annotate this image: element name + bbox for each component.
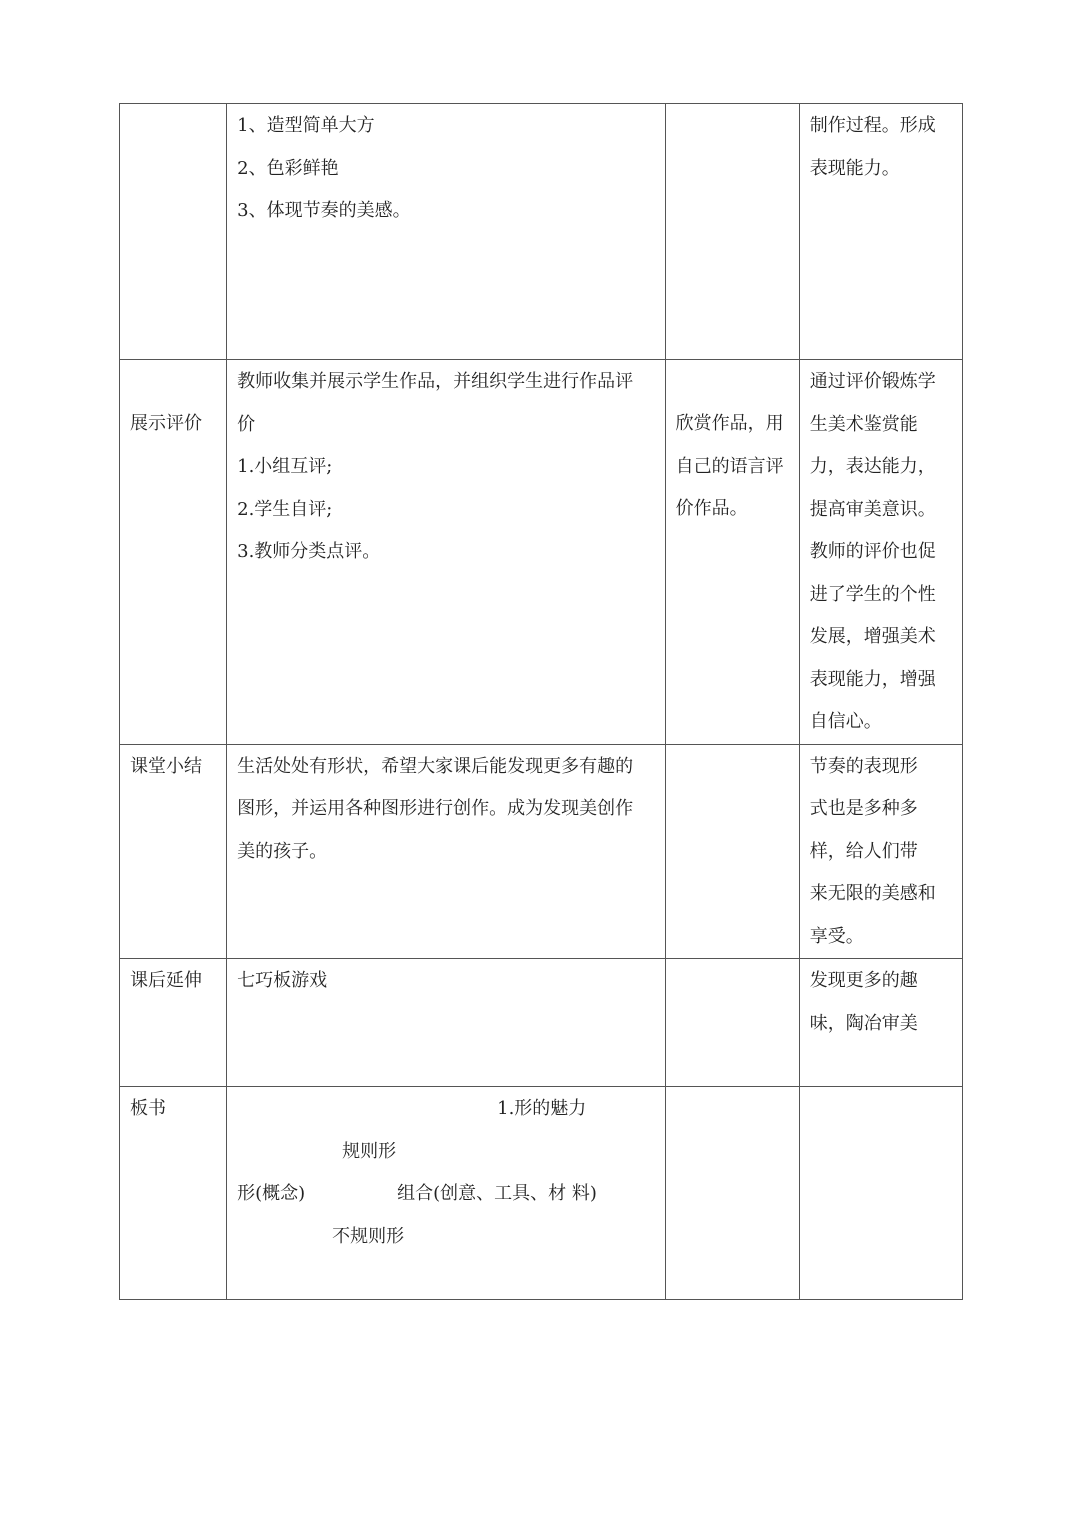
student-activity-cell <box>665 1087 799 1300</box>
teacher-line: 七巧板游戏 <box>237 970 328 991</box>
teacher-activity-cell <box>227 104 666 360</box>
student-activity-cell <box>665 360 799 745</box>
design-intent-cell <box>799 959 962 1087</box>
intent-line: 样，给人们带 <box>809 840 918 862</box>
intent-line: 制作过程。形成 <box>809 115 936 136</box>
design-intent-cell <box>799 744 962 959</box>
table-row <box>120 104 963 360</box>
intent-line: 发现更多的趣 <box>809 970 918 991</box>
table-row <box>120 744 963 959</box>
teacher-line: 生活处处有形状，希望大家课后能发现更多有趣的 <box>237 755 634 777</box>
lesson-plan-table <box>119 103 963 1300</box>
stage-cell <box>120 959 227 1087</box>
table-row <box>120 360 963 745</box>
table-row <box>120 959 963 1087</box>
intent-line: 教师的评价也促 <box>809 541 936 562</box>
board-irregular-shape: 不规则形 <box>332 1226 405 1247</box>
teacher-line: 3.教师分类点评。 <box>237 541 381 562</box>
stage-label: 板书 <box>130 1098 166 1119</box>
intent-line: 表现能力。 <box>809 157 900 179</box>
intent-line: 节奏的表现形 <box>809 755 918 777</box>
teacher-line: 教师收集并展示学生作品，并组织学生进行作品评 <box>237 371 634 392</box>
board-concept: 形(概念) <box>237 1183 306 1204</box>
student-activity-cell <box>665 744 799 959</box>
intent-line: 来无限的美感和 <box>809 883 936 904</box>
blackboard-cell <box>227 1087 666 1300</box>
stage-label: 课后延伸 <box>130 970 202 991</box>
intent-line: 享受。 <box>809 925 864 947</box>
board-regular-shape: 规则形 <box>342 1141 397 1162</box>
student-activity-cell <box>665 104 799 360</box>
student-line: 自己的语言评 <box>675 455 784 477</box>
board-combination: 组合(创意、工具、材 料) <box>397 1183 597 1204</box>
stage-cell <box>120 744 227 959</box>
design-intent-cell <box>799 104 962 360</box>
intent-line: 进了学生的个性 <box>809 583 936 605</box>
intent-line: 式也是多种多 <box>809 798 918 819</box>
intent-line: 通过评价锻炼学 <box>809 371 936 392</box>
teacher-line: 1、造型简单大方 <box>237 115 375 136</box>
teacher-line: 美的孩子。 <box>237 840 328 862</box>
blackboard-design <box>227 1087 665 1297</box>
stage-cell <box>120 360 227 745</box>
board-title: 1.形的魅力 <box>497 1098 587 1119</box>
stage-cell <box>120 1087 227 1300</box>
intent-line: 提高审美意识。 <box>809 498 936 520</box>
design-intent-cell <box>799 360 962 745</box>
intent-line: 表现能力，增强 <box>809 668 936 690</box>
student-activity-cell <box>665 959 799 1087</box>
teacher-activity-cell <box>227 959 666 1087</box>
teacher-line: 1.小组互评; <box>237 456 333 477</box>
stage-label: 展示评价 <box>130 413 202 434</box>
teacher-line: 2、色彩鲜艳 <box>237 157 339 179</box>
teacher-line: 3、体现节奏的美感。 <box>237 200 411 221</box>
intent-line: 味，陶冶审美 <box>809 1012 918 1034</box>
teacher-activity-cell <box>227 360 666 745</box>
stage-cell <box>120 104 227 360</box>
stage-label: 课堂小结 <box>130 755 202 777</box>
intent-line: 生美术鉴赏能 <box>809 413 918 435</box>
intent-line: 自信心。 <box>809 711 882 732</box>
table-row <box>120 1087 963 1300</box>
teacher-line: 图形，并运用各种图形进行创作。成为发现美创作 <box>237 798 634 819</box>
teacher-line: 2.学生自评; <box>237 498 333 520</box>
student-line: 价作品。 <box>675 498 748 519</box>
teacher-line: 价 <box>237 413 256 435</box>
student-line: 欣赏作品，用 <box>675 413 784 434</box>
intent-line: 力，表达能力， <box>809 456 936 477</box>
intent-line: 发展，增强美术 <box>809 626 936 647</box>
teacher-activity-cell <box>227 744 666 959</box>
design-intent-cell <box>799 1087 962 1300</box>
